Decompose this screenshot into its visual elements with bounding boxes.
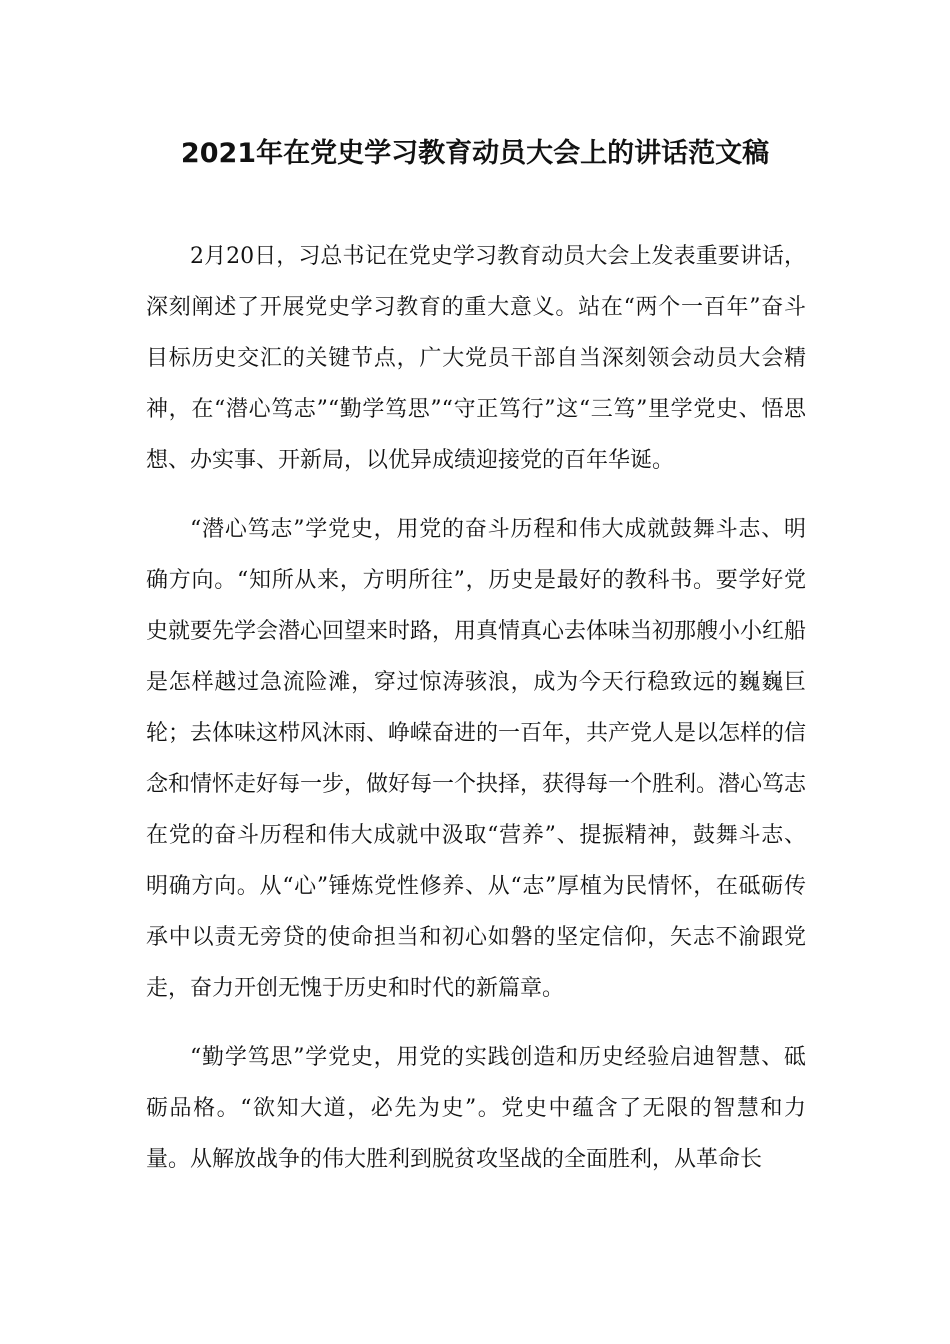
document-body [146,231,806,1203]
paragraph-1: 2月20日，习总书记在党史学习教育动员大会上发表重要讲话，深刻阐述了开展党史学习教育的重大意义。站在“两个一百年”奋斗目标历史交汇的关键节点，广大党员干部自当深刻领会动员大会精神，在“潜心笃志”“勤学笃思”“守正笃行”这“三笃”里学党史、悟思想、办实事、开新局，以优异成绩迎接党的百年华诞。 [146,244,806,473]
document-title: 2021年在党史学习教育动员大会上的讲话范文稿 [180,138,770,169]
paragraph-2: “潜心笃志”学党史，用党的奋斗历程和伟大成就鼓舞斗志、明确方向。“知所从来，方明所往”，历史是最好的教科书。要学好党史就要先学会潜心回望来时路，用真情真心去体味当初那艘小小红船是怎样越过急流险滩，穿过惊涛骇浪，成为今天行稳致远的巍巍巨轮；去体味这栉风沐雨、峥嵘奋进的一百年，共产党人是以怎样的信念和情怀走好每一步，做好每一个抉择，获得每一个胜利。潜心笃志在党的奋斗历程和伟大成就中汲取“营养”、提振精神，鼓舞斗志、明确方向。从“心”锤炼党性修养、从“志”厚植为民情怀，在砥砺传承中以责无旁贷的使命担当和初心如磐的坚定信仰，矢志不渝跟党走，奋力开创无愧于历史和时代的新篇章。 [146,517,807,1001]
paragraph-3: “勤学笃思”学党史，用党的实践创造和历史经验启迪智慧、砥砺品格。“欲知大道，必先为史”。党史中蕴含了无限的智慧和力量。从解放战争的伟大胜利到脱贫攻坚战的全面胜利，从革命长 [146,1045,806,1172]
